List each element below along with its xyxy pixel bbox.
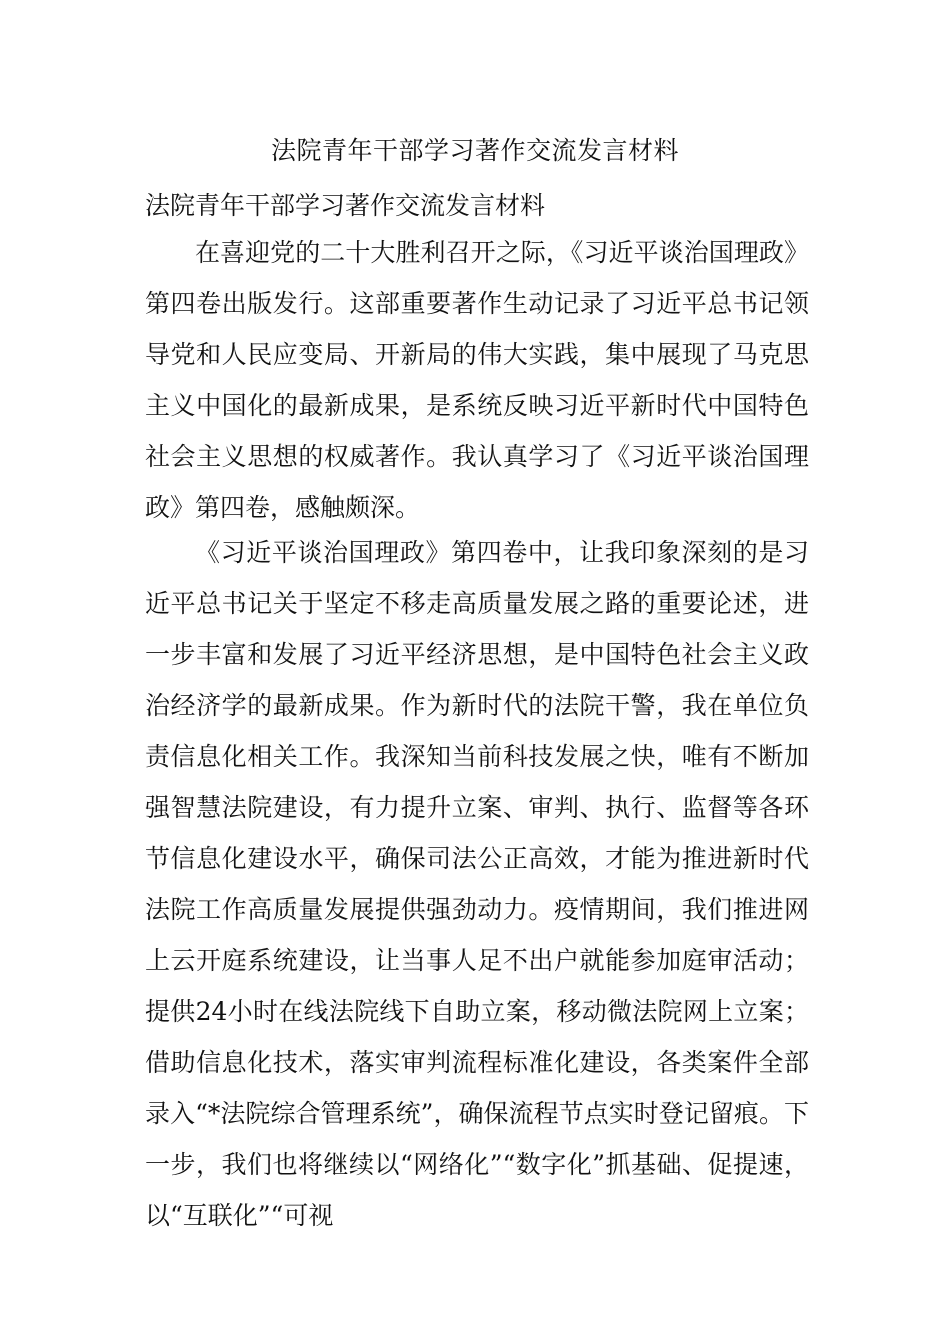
document-subtitle: 法院青年干部学习著作交流发言材料 xyxy=(145,191,546,220)
document-title: 法院青年干部学习著作交流发言材料 xyxy=(270,136,679,165)
paragraph: 在喜迎党的二十大胜利召开之际，《习近平谈治国理政》第四卷出版发行。这部重要著作生动记录了习近平总书记领导党和人民应变局、开新局的伟大实践，集中展现了马克思主义中国化的最新成果，是系统反映习近平新时代中国特色社会主义思想的权威著作。我认真学习了《习近平谈治国理政》第四卷，感触颇深。 xyxy=(145,238,809,522)
paragraph: 《习近平谈治国理政》第四卷中，让我印象深刻的是习近平总书记关于坚定不移走高质量发展之路的重要论述，进一步丰富和发展了习近平经济思想，是中国特色社会主义政治经济学的最新成果。作为新时代的法院干警，我在单位负责信息化相关工作。我深知当前科技发展之快，唯有不断加强智慧法院建设，有力提升立案、审判、执行、监督等各环节信息化建设水平，确保司法公正高效，才能为推进新时代法院工作高质量发展提供强劲动力。疫情期间，我们推进网上云开庭系统建设，让当事人足不出户就能参加庭审活动；提供24小时在线法院线下自助立案，移动微法院网上立案；借助信息化技术，落实审判流程标准化建设，各类案件全部录入“*法院综合管理系统”，确保流程节点实时登记留痕。下一步，我们也将继续以“网络化”“数字化”抓基础、促提速，以“互联化”“可视 xyxy=(145,538,809,1230)
